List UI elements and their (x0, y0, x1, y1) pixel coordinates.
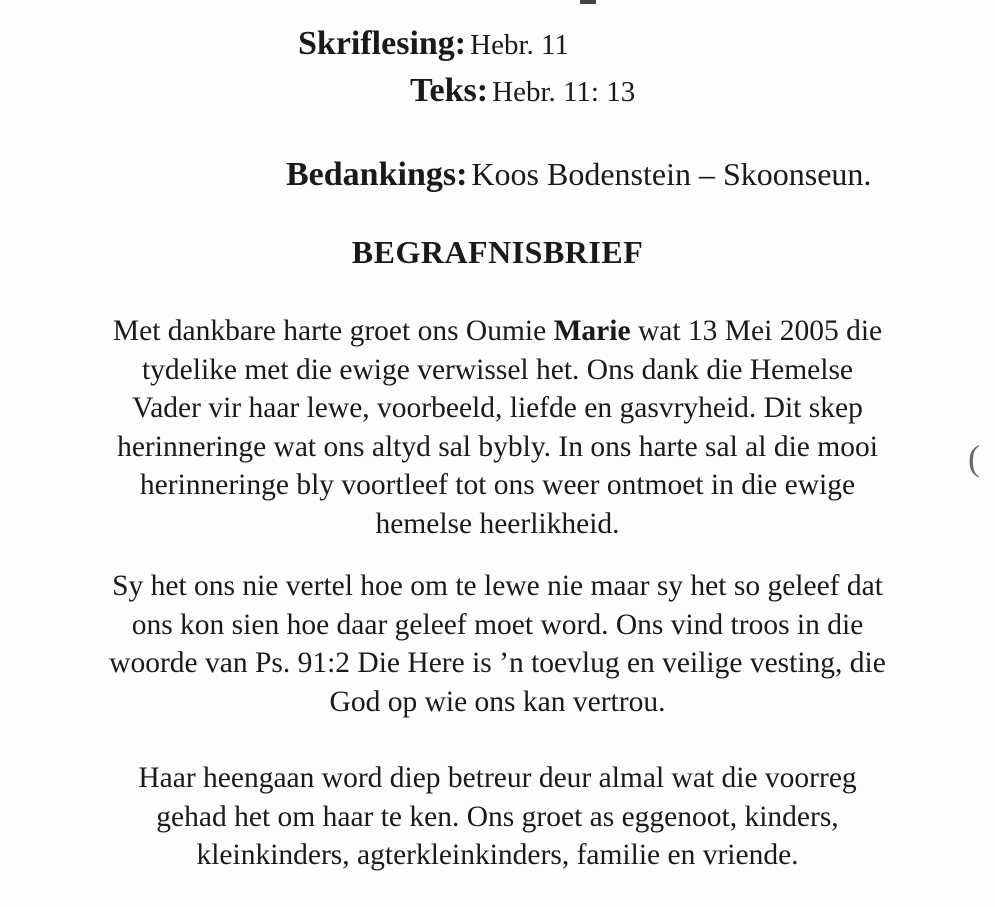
text-line: herinneringe wat ons altyd sal bybly. In ons harte sal al die mooi (117, 430, 878, 463)
text-line: Haar heengaan word diep betreur deur almal wat die voorreg (138, 762, 857, 794)
bedankings-value: Koos Bodenstein – Skoonseun. (471, 156, 872, 192)
skriflesing-value: Hebr. 11 (470, 29, 569, 61)
bedankings-label: Bedankings: (286, 156, 468, 193)
paragraph-comfort (0, 567, 995, 721)
text-line: herinneringe bly voortleef tot ons weer ontmoet in die ewige (139, 469, 856, 501)
paragraph-tribute (0, 312, 995, 543)
text-line: woorde van Ps. 91:2 Die Here is ’n toevlug en veilige vesting, die (109, 647, 886, 679)
margin-mark: ( (968, 438, 980, 478)
document-title: BEGRAFNISBRIEF (351, 234, 644, 270)
teks-line (410, 74, 635, 108)
text-line: Vader vir haar lewe, voorbeeld, liefde en gasvryheid. Dit skep (132, 392, 863, 424)
text-line: ons kon sien hoe daar geleef moet word. Ons vind troos in die (131, 608, 864, 641)
paragraph-farewell (0, 759, 995, 875)
text-line: hemelse heerlikheid. (375, 507, 620, 540)
text-line: God op wie ons kan vertrou. (329, 685, 666, 718)
text-segment: wat 13 Mei 2005 die (630, 315, 883, 347)
skriflesing-line (298, 27, 569, 61)
teks-value: Hebr. 11: 13 (492, 76, 636, 108)
deceased-name: Marie (553, 315, 631, 347)
text-line: Sy het ons nie vertel hoe om te lewe nie maar sy het so geleef dat (112, 570, 883, 602)
text-line: tydelike met die ewige verwissel het. Ons dank die Hemelse (141, 353, 854, 386)
bedankings-line (286, 158, 871, 192)
text-segment: Met dankbare harte groet ons Oumie (112, 315, 554, 347)
text-line: kleinkinders, agterkleinkinders, familie en vriende. (196, 839, 799, 871)
skriflesing-label: Skriflesing: (298, 25, 467, 62)
text-line (0, 312, 995, 351)
scan-edge-mark (580, 0, 596, 4)
teks-label: Teks: (410, 72, 489, 109)
text-line: gehad het om haar te ken. Ons groet as eggenoot, kinders, (156, 800, 839, 833)
